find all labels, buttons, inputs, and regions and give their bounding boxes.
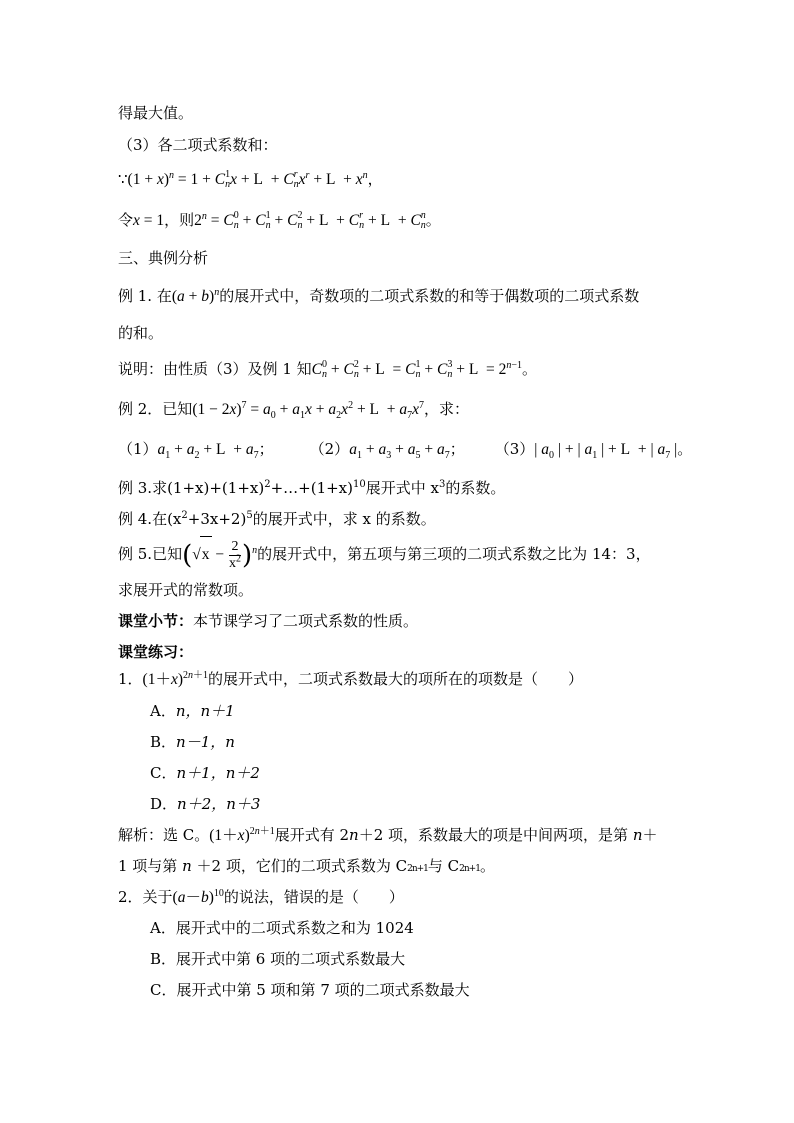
text-line: （3）各二项式系数和：: [118, 136, 278, 154]
option-d: D．n＋2，n＋3: [150, 795, 261, 813]
option-b: B．展开式中第 6 项的二项式系数最大: [150, 950, 406, 968]
formula-line: ∵(1 + x)$^n$ = 1 + C 1 n x + L + C r n $x^r + L + x^n$，: [118, 169, 383, 191]
formula-line: 例 2．已知$(1 - 2x)^7 = a_0 + a_1x + a_2x^2 + L + a_7x^7$，求：: [118, 399, 470, 422]
text-line: 例 3.求$(1+x)+(1+x)^2+\dots+(1+x)^{10}$展开式中 $x^3$的系数。: [118, 479, 506, 497]
text-line: 例 4.在$(x^2+3x+2)^5$的展开式中，求 x 的系数。: [118, 510, 436, 528]
question-2: 2．关于$(a-b)^{10}$的说法，错误的是（ ）: [118, 887, 404, 906]
text-line: 课堂练习：: [118, 643, 194, 661]
option-b: B．n－1，n: [150, 733, 235, 751]
question-1: 1．$(1+x)^{2n+1}$的展开式中，二项式系数最大的项所在的项数是（ ）: [118, 669, 584, 688]
formula-line: 例 5.已知(√x − $\frac{2}{x^2}$ )$^n$的展开式中，第五项与第三项的二项式系数之比为 14：3，: [118, 536, 651, 573]
formula-line: 令x = 1，则$2^n = C$ 0 n + C 1 n + C 2 n + L + C r n + L + C n n 。: [118, 210, 441, 232]
formula-line: $(1)a_1 + a_2 + L + a_7$； $(2)a_1 + a_3 + a_5 + a_7$； （3）| $a_0$ | + | $a_1$ | + L + | $a_7$ |。: [118, 440, 693, 462]
option-a: A．展开式中的二项式系数之和为 1024: [150, 919, 414, 937]
option-c: C．n＋1，n＋2: [150, 764, 260, 782]
text-line: 课堂小节：本节课学习了二项式系数的性质。: [118, 612, 419, 630]
text-line: 求展开式的常数项。: [118, 581, 254, 599]
text-line: 的和。: [118, 324, 164, 342]
section-heading: 三、典例分析: [118, 249, 209, 267]
formula-line: 说明：由性质（3）及例 1 知C 0 n + C 2 n + L = C 1 n + C 3 n + $L = 2^{n-1}$。: [118, 359, 538, 381]
solution-line: 1 项与第 n ＋2 项，它们的二项式系数为 C2n+1与 C2n+1。: [118, 857, 495, 875]
option-a: A．n，n＋1: [150, 702, 235, 720]
option-c: C．展开式中第 5 项和第 7 项的二项式系数最大: [150, 981, 470, 999]
solution-line: 解析：选 C。$(1+x)^{2n+1}$展开式有 2n＋2 项，系数最大的项是中间两项，是第 n＋: [118, 825, 658, 844]
text-line: 例 1. 在$(a + b)^n$的展开式中，奇数项的二项式系数的和等于偶数项的二项式系数: [118, 286, 640, 305]
text-line: 得最大值。: [118, 104, 194, 122]
